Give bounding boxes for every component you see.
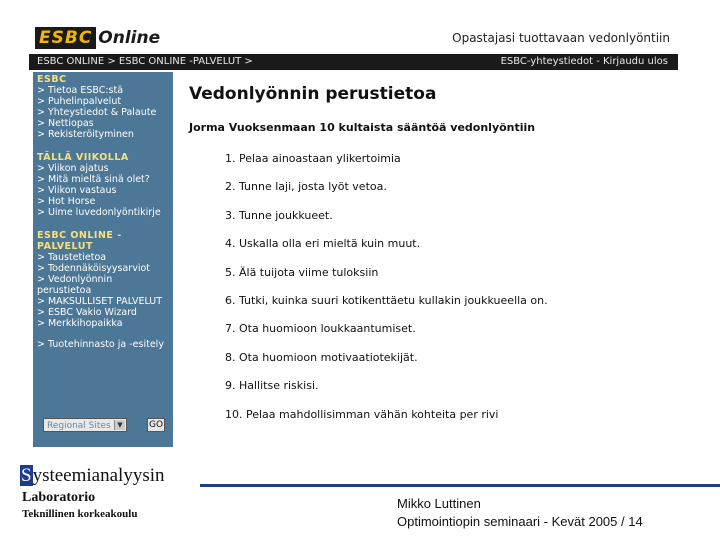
list-item: 10. Pelaa mahdollisimman vähän kohteita per rivi [225,407,499,421]
arrow-icon: > [37,318,45,329]
arrow-icon: > [37,107,45,118]
lab-second-line: Laboratorio [22,490,96,505]
go-button[interactable]: GO [148,420,164,430]
sidebar-item-label: Yhteystiedot & Palaute [47,107,157,118]
sidebar-item-label: Vedonlyönnin perustietoa [37,274,113,296]
sidebar-item-label: Rekisteröityminen [47,129,134,140]
sidebar-item[interactable] [33,252,173,263]
list-item: 7. Ota huomioon loukkaantumiset. [225,322,416,336]
sidebar-heading: ESBC [37,74,67,85]
sidebar-item[interactable] [33,107,173,118]
main-content [189,78,669,436]
arrow-icon: > [37,185,45,196]
list-item: 8. Ota huomioon motivaatiotekijät. [225,350,418,364]
sidebar-item[interactable] [33,96,173,107]
rules-list [189,152,669,436]
arrow-icon: > [37,307,45,318]
sidebar-section-esbc [33,72,173,140]
breadcrumb-bar [29,54,678,70]
sidebar [33,72,173,447]
sidebar-item-label: MAKSULLISET PALVELUT [47,296,163,307]
sidebar-item[interactable] [33,85,173,96]
list-item: 2. Tunne laji, josta lyöt vetoa. [225,180,387,194]
list-item: 4. Uskalla olla eri mieltä kuin muut. [225,237,421,251]
sidebar-item[interactable] [33,296,173,307]
sidebar-item[interactable] [33,263,173,274]
sidebar-item[interactable] [33,339,173,350]
list-item: 9. Hallitse riskisi. [225,379,319,393]
arrow-icon: > [37,263,45,274]
breadcrumb[interactable]: ESBC ONLINE > ESBC ONLINE -PALVELUT > [37,56,253,67]
page-title: Vedonlyönnin perustietoa [189,84,437,104]
site-header [29,22,678,54]
sidebar-item-label: Viikon vastaus [47,185,117,196]
sidebar-item[interactable] [33,118,173,129]
website-screenshot [29,22,678,451]
footer-divider [200,484,720,487]
sidebar-item-label: Merkkihopaikka [47,318,123,329]
sidebar-section-services [33,228,173,329]
sidebar-item-label: Puhelinpalvelut [47,96,122,107]
arrow-icon: > [37,339,45,350]
sidebar-heading: ESBC ONLINE - PALVELUT [37,230,122,252]
arrow-icon: > [37,129,45,140]
sidebar-item[interactable] [33,307,173,318]
list-item: 5. Älä tuijota viime tuloksiin [225,265,379,279]
sidebar-item[interactable] [33,174,173,185]
esbc-logo[interactable] [35,26,160,50]
regional-sites-select[interactable] [43,418,127,432]
site-tagline: Opastajasi tuottavaan vedonlyöntiin [452,31,670,45]
lab-logo-text [20,465,202,489]
sidebar-item-label: Nettiopas [47,118,94,129]
sidebar-item-label: Tietoa ESBC:stä [47,85,124,96]
list-item: 1. Pelaa ainoastaan ylikertoimia [225,152,401,165]
sidebar-item-label: Todennäköisyysarviot [47,263,150,274]
logo-text: Online [98,28,161,48]
lab-initial: S [21,465,32,486]
sidebar-section-pricing [33,339,173,350]
arrow-icon: > [37,296,45,307]
sidebar-item-label: Tuotehinnasto ja -esitely [47,339,164,350]
lab-name-rest: ysteemianalyysin [32,465,165,486]
sidebar-item-label: Hot Horse [47,196,96,207]
arrow-icon: > [37,174,45,185]
arrow-icon: > [37,163,45,174]
chevron-down-icon[interactable]: ▼ [114,420,125,430]
course-info: Optimointiopin seminaari - Kevät 2005 / 14 [397,514,643,529]
arrow-icon: > [37,274,45,285]
sidebar-item-label: Taustetietoa [47,252,107,263]
arrow-icon: > [37,252,45,263]
page-subtitle: Jorma Vuoksenmaan 10 kultaista sääntöä vedonlyöntiin [189,121,536,134]
university-name: Teknillinen korkeakoulu [22,508,138,520]
logo-mark: ESBC [35,27,96,49]
sidebar-item-label: ESBC Vakio Wizard [47,307,137,318]
arrow-icon: > [37,85,45,96]
select-value: Regional Sites [47,421,111,431]
author-name: Mikko Luttinen [397,496,481,511]
sidebar-item[interactable] [33,274,173,296]
sidebar-item[interactable] [33,163,173,174]
top-links[interactable]: ESBC-yhteystiedot - Kirjaudu ulos [500,56,668,67]
arrow-icon: > [37,196,45,207]
sidebar-item[interactable] [33,196,173,207]
sidebar-item-label: Mitä mieltä sinä olet? [47,174,150,185]
arrow-icon: > [37,207,45,218]
sidebar-item-label: Uime luvedonlyöntikirje [47,207,161,218]
sidebar-item[interactable] [33,129,173,140]
sidebar-heading: TÄLLÄ VIIKOLLA [37,152,129,163]
sidebar-item[interactable] [33,207,173,218]
list-item: 6. Tutki, kuinka suuri kotikenttäetu kullakin joukkueella on. [225,293,548,307]
arrow-icon: > [37,96,45,107]
sidebar-item[interactable] [33,185,173,196]
sidebar-section-this-week [33,150,173,218]
sidebar-item-label: Viikon ajatus [47,163,109,174]
list-item: 3. Tunne joukkueet. [225,208,333,222]
sidebar-item[interactable] [33,318,173,329]
arrow-icon: > [37,118,45,129]
